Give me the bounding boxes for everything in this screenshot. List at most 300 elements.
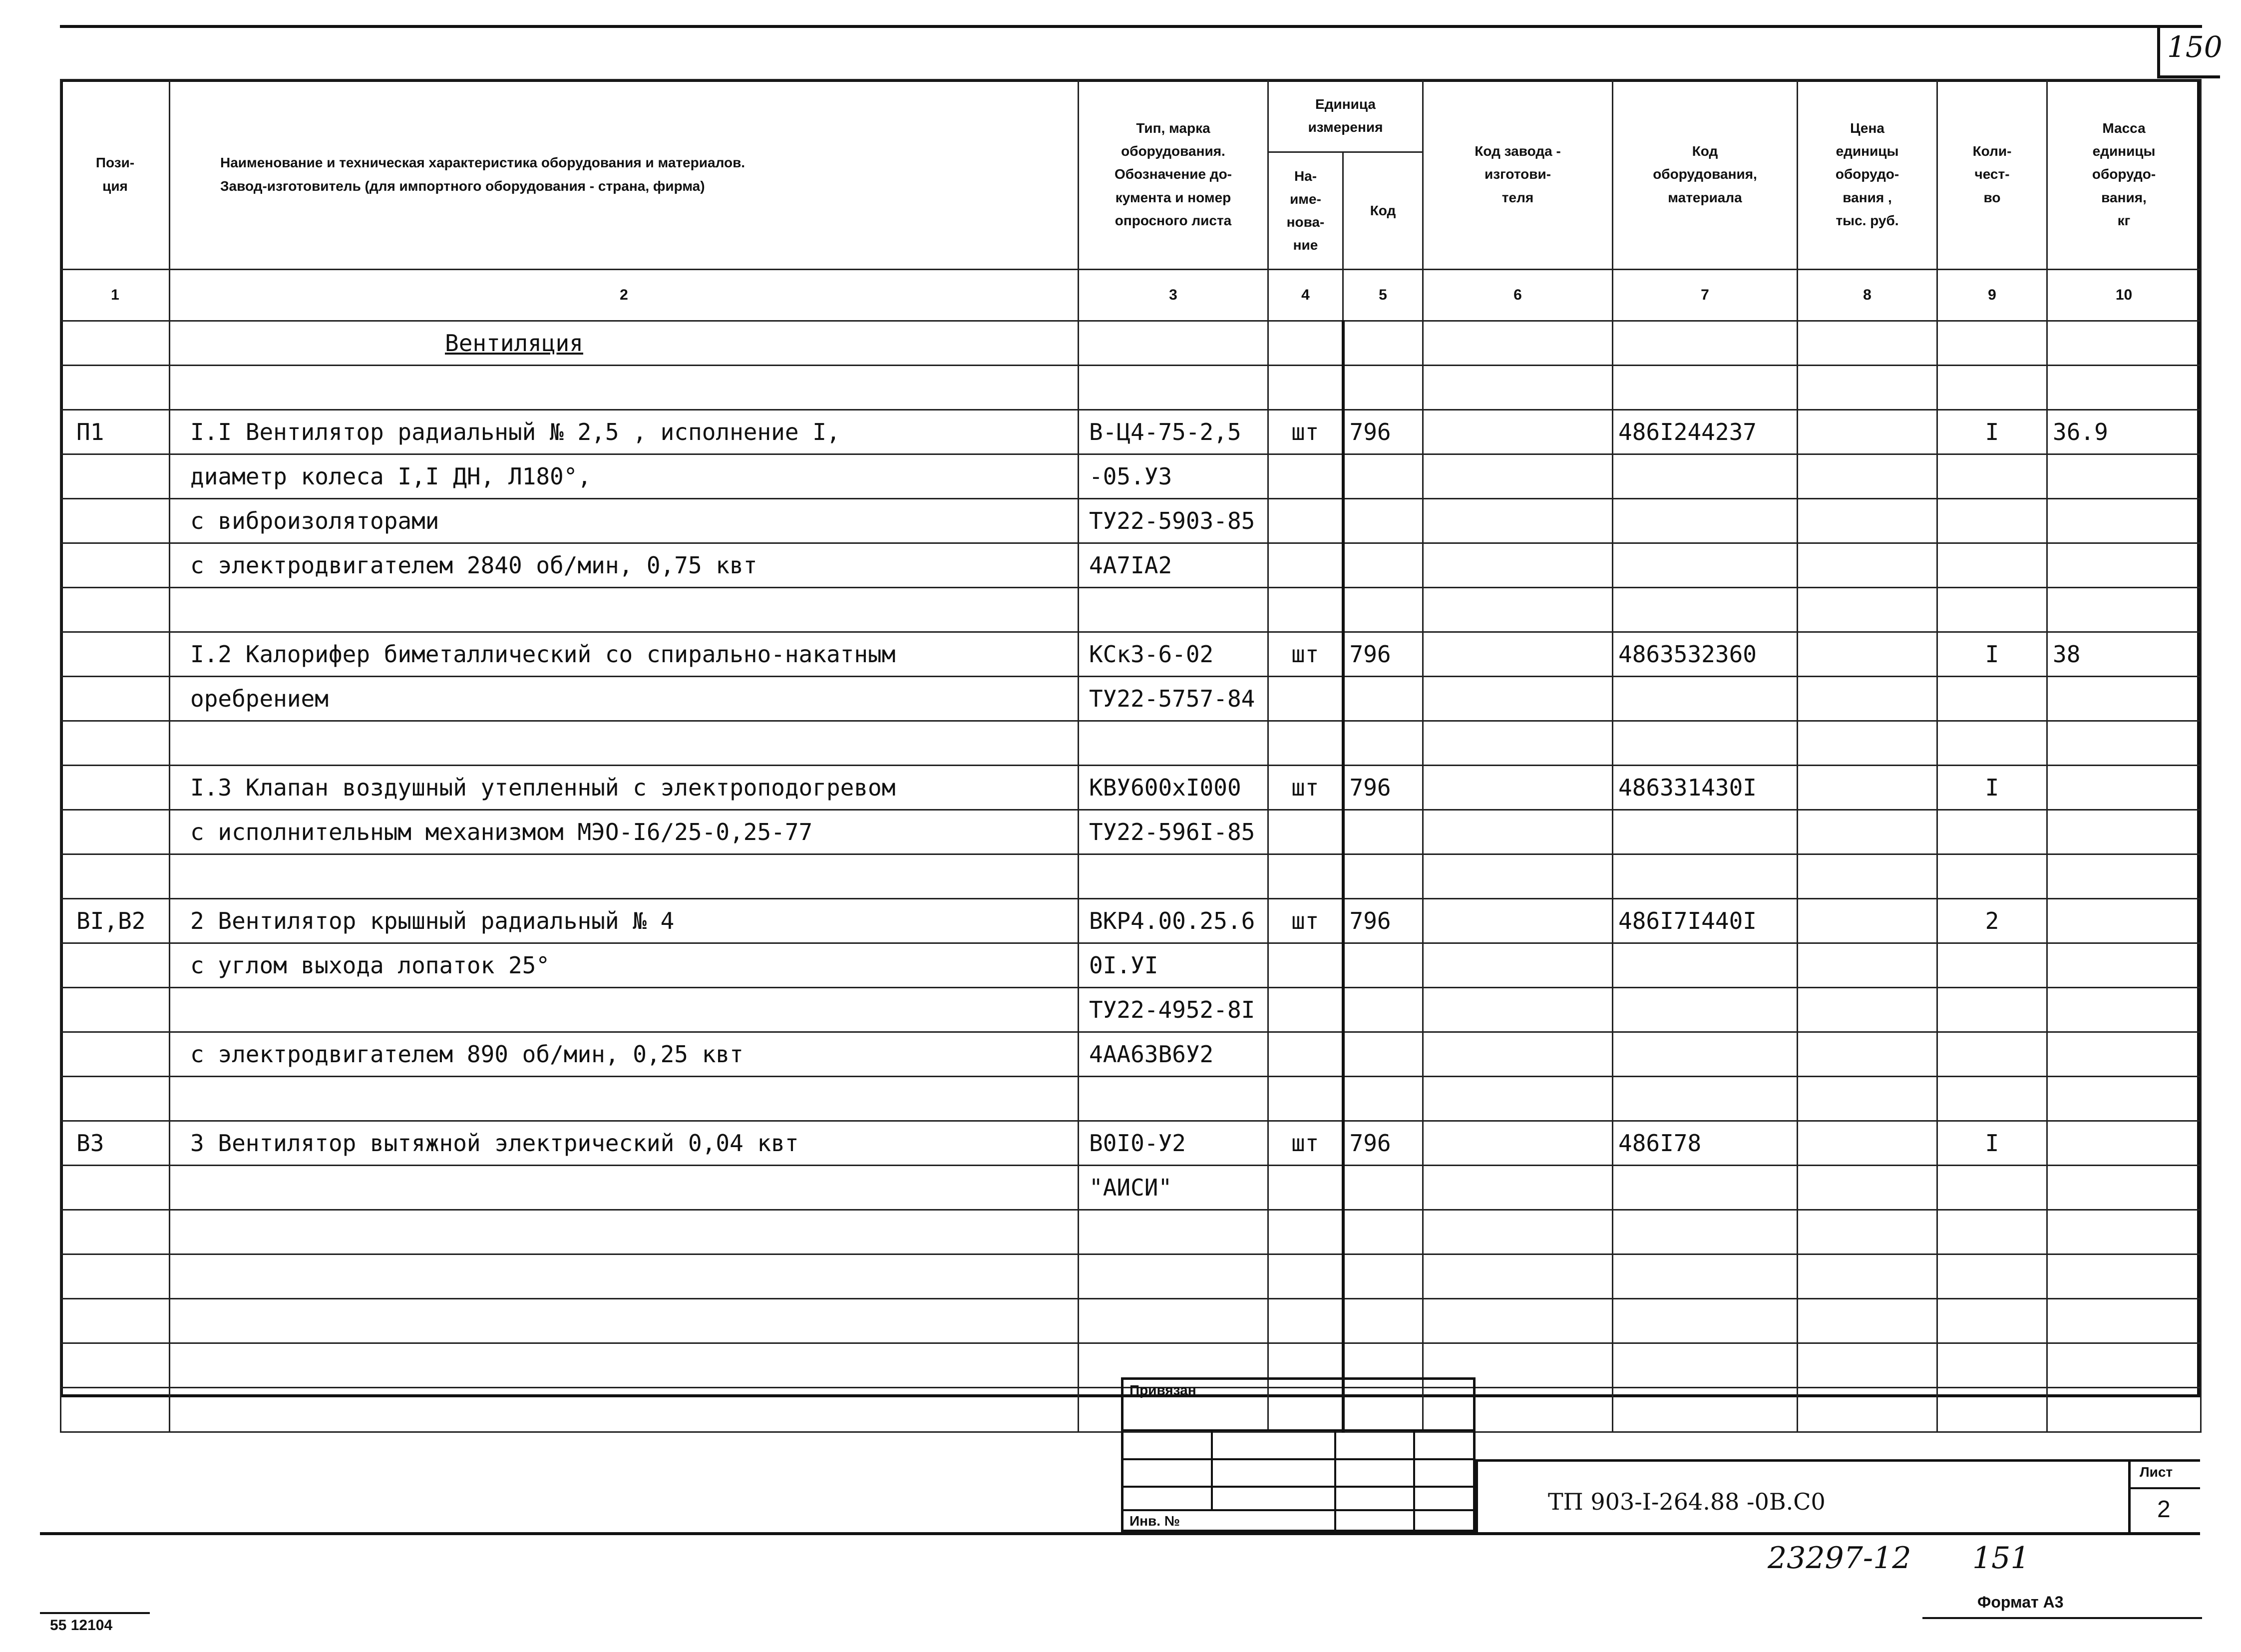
cell-name: I.I Вентилятор радиальный № 2,5 , исполнение I, bbox=[170, 410, 1079, 454]
cell-unit bbox=[1268, 1254, 1343, 1299]
cell-type: В0I0-У2 bbox=[1079, 1121, 1268, 1166]
cell-mass bbox=[2047, 1210, 2201, 1254]
cell-type: 0I.УI bbox=[1079, 943, 1268, 988]
cell-equip: 486I7I440I bbox=[1613, 899, 1798, 943]
cell-code bbox=[1343, 677, 1423, 721]
cell-price bbox=[1798, 766, 1937, 810]
table-row bbox=[61, 410, 2201, 454]
cell-unit: шт bbox=[1268, 632, 1343, 677]
cell-pos bbox=[61, 366, 170, 410]
cell-code bbox=[1343, 366, 1423, 410]
cell-qty: I bbox=[1937, 1121, 2047, 1166]
table-row bbox=[61, 1121, 2201, 1166]
cell-equip bbox=[1613, 810, 1798, 854]
cell-qty bbox=[1937, 1343, 2047, 1388]
cell-price bbox=[1798, 721, 1937, 766]
cell-factory bbox=[1423, 943, 1613, 988]
cell-unit bbox=[1268, 810, 1343, 854]
header-quantity: Коли- чест- во bbox=[1937, 80, 2047, 270]
column-number: 4 bbox=[1268, 270, 1343, 321]
specification-table bbox=[60, 79, 2202, 1433]
cell-unit bbox=[1268, 1032, 1343, 1077]
header-unit-name: На- име- нова- ние bbox=[1268, 152, 1343, 270]
cell-pos: BI,B2 bbox=[61, 899, 170, 943]
cell-mass bbox=[2047, 677, 2201, 721]
cell-type: -05.У3 bbox=[1079, 454, 1268, 499]
table-row bbox=[61, 943, 2201, 988]
cell-name: с электродвигателем 2840 об/мин, 0,75 квт bbox=[170, 543, 1079, 588]
cell-type bbox=[1079, 1254, 1268, 1299]
cell-pos bbox=[61, 1077, 170, 1121]
table-row bbox=[61, 1077, 2201, 1121]
stamp-line bbox=[1413, 1429, 1415, 1532]
table-row bbox=[61, 366, 2201, 410]
column-number-row bbox=[61, 270, 2201, 321]
column-number: 5 bbox=[1343, 270, 1423, 321]
cell-factory bbox=[1423, 899, 1613, 943]
cell-name bbox=[170, 721, 1079, 766]
cell-price bbox=[1798, 899, 1937, 943]
cell-price bbox=[1798, 454, 1937, 499]
cell-code: 796 bbox=[1343, 766, 1423, 810]
cell-code: 796 bbox=[1343, 410, 1423, 454]
cell-qty bbox=[1937, 854, 2047, 899]
cell-name: с электродвигателем 890 об/мин, 0,25 квт bbox=[170, 1032, 1079, 1077]
cell-pos: П1 bbox=[61, 410, 170, 454]
cell-qty bbox=[1937, 1210, 2047, 1254]
cell-qty bbox=[1937, 721, 2047, 766]
cell-factory bbox=[1423, 1077, 1613, 1121]
table-row bbox=[61, 499, 2201, 543]
cell-mass bbox=[2047, 499, 2201, 543]
cell-price bbox=[1798, 943, 1937, 988]
cell-mass bbox=[2047, 1121, 2201, 1166]
cell-name bbox=[170, 1166, 1079, 1210]
table-row bbox=[61, 854, 2201, 899]
table-row bbox=[61, 721, 2201, 766]
table-row bbox=[61, 1299, 2201, 1343]
cell-pos bbox=[61, 810, 170, 854]
cell-equip bbox=[1613, 1299, 1798, 1343]
cell-mass bbox=[2047, 854, 2201, 899]
cell-unit bbox=[1268, 1166, 1343, 1210]
cell-code bbox=[1343, 1077, 1423, 1121]
cell-qty bbox=[1937, 366, 2047, 410]
cell-type bbox=[1079, 854, 1268, 899]
cell-pos bbox=[61, 943, 170, 988]
cell-unit bbox=[1268, 1210, 1343, 1254]
cell-equip bbox=[1613, 1077, 1798, 1121]
format-label: Формат А3 bbox=[1977, 1593, 2064, 1611]
cell-equip bbox=[1613, 366, 1798, 410]
section-title: Вентиляция bbox=[170, 321, 1079, 366]
cell-mass bbox=[2047, 766, 2201, 810]
cell-mass bbox=[2047, 1254, 2201, 1299]
cell-name: I.3 Клапан воздушный утепленный с электроподогревом bbox=[170, 766, 1079, 810]
cell-price bbox=[1798, 543, 1937, 588]
column-number: 2 bbox=[170, 270, 1079, 321]
cell-mass bbox=[2047, 943, 2201, 988]
cell-unit bbox=[1268, 988, 1343, 1032]
title-block-line bbox=[2128, 1487, 2200, 1489]
table-row bbox=[61, 632, 2201, 677]
cell-pos bbox=[61, 543, 170, 588]
cell-mass bbox=[2047, 1166, 2201, 1210]
cell-equip bbox=[1613, 1166, 1798, 1210]
cell-mass bbox=[2047, 1077, 2201, 1121]
header-unit-group: Единица измерения bbox=[1268, 80, 1423, 152]
cell-code bbox=[1343, 943, 1423, 988]
header-factory-code: Код завода - изготови- теля bbox=[1423, 80, 1613, 270]
table-row bbox=[61, 766, 2201, 810]
cell-name bbox=[170, 1077, 1079, 1121]
cell-type: 4А7IА2 bbox=[1079, 543, 1268, 588]
cell-equip bbox=[1613, 543, 1798, 588]
cell-mass bbox=[2047, 366, 2201, 410]
cell-price bbox=[1798, 810, 1937, 854]
cell-pos bbox=[61, 1388, 170, 1432]
cell-pos bbox=[61, 1166, 170, 1210]
cell-factory bbox=[1423, 988, 1613, 1032]
cell-name: 2 Вентилятор крышный радиальный № 4 bbox=[170, 899, 1079, 943]
cell-pos bbox=[61, 721, 170, 766]
header-unit-code: Код bbox=[1343, 152, 1423, 270]
table-row bbox=[61, 454, 2201, 499]
cell-factory bbox=[1423, 677, 1613, 721]
table-row bbox=[61, 1032, 2201, 1077]
cell-type: КВУ600хI000 bbox=[1079, 766, 1268, 810]
cell-pos: B3 bbox=[61, 1121, 170, 1166]
cell-price bbox=[1798, 499, 1937, 543]
cell-factory bbox=[1423, 1032, 1613, 1077]
cell-factory bbox=[1423, 499, 1613, 543]
table-row bbox=[61, 988, 2201, 1032]
cell-factory bbox=[1423, 766, 1613, 810]
cell-name bbox=[170, 588, 1079, 632]
cell-factory bbox=[1423, 1210, 1613, 1254]
attached-label: Привязан bbox=[1129, 1382, 1196, 1398]
cell-qty bbox=[1937, 677, 2047, 721]
cell-unit: шт bbox=[1268, 1121, 1343, 1166]
cell-unit bbox=[1268, 854, 1343, 899]
cell-equip bbox=[1613, 988, 1798, 1032]
cell-qty bbox=[1937, 1032, 2047, 1077]
cell-code bbox=[1343, 1299, 1423, 1343]
cell-code: 796 bbox=[1343, 1121, 1423, 1166]
cell-equip bbox=[1613, 499, 1798, 543]
cell-name bbox=[170, 1210, 1079, 1254]
cell-price bbox=[1798, 1032, 1937, 1077]
cell-pos bbox=[61, 766, 170, 810]
print-code-rule bbox=[40, 1612, 150, 1614]
cell-unit bbox=[1268, 499, 1343, 543]
cell-price bbox=[1798, 1166, 1937, 1210]
format-rule bbox=[1922, 1617, 2202, 1619]
cell-unit bbox=[1268, 943, 1343, 988]
table-row bbox=[61, 543, 2201, 588]
cell-equip bbox=[1613, 1388, 1798, 1432]
cell-qty bbox=[1937, 810, 2047, 854]
sheet-label: Лист bbox=[2140, 1464, 2173, 1480]
cell-code bbox=[1343, 1032, 1423, 1077]
cell-name: с виброизоляторами bbox=[170, 499, 1079, 543]
sheet-corner-number: 150 bbox=[2167, 30, 2223, 64]
cell-code: 796 bbox=[1343, 899, 1423, 943]
cell-qty: I bbox=[1937, 632, 2047, 677]
cell-equip bbox=[1613, 1254, 1798, 1299]
column-number: 1 bbox=[61, 270, 170, 321]
cell-qty bbox=[1937, 1077, 2047, 1121]
cell-type bbox=[1079, 721, 1268, 766]
cell-type: В-Ц4-75-2,5 bbox=[1079, 410, 1268, 454]
cell-qty bbox=[1937, 943, 2047, 988]
cell-code bbox=[1343, 721, 1423, 766]
cell-code: 796 bbox=[1343, 632, 1423, 677]
cell-equip bbox=[1613, 1343, 1798, 1388]
column-number: 10 bbox=[2047, 270, 2201, 321]
cell-qty: I bbox=[1937, 766, 2047, 810]
cell-unit bbox=[1268, 366, 1343, 410]
cell-price bbox=[1798, 1343, 1937, 1388]
cell-name bbox=[170, 1343, 1079, 1388]
cell-factory bbox=[1423, 1299, 1613, 1343]
cell-factory bbox=[1423, 721, 1613, 766]
top-rule bbox=[60, 25, 2202, 28]
column-number: 6 bbox=[1423, 270, 1613, 321]
cell-pos bbox=[61, 1343, 170, 1388]
cell-price bbox=[1798, 366, 1937, 410]
cell-type: 4АА63В6У2 bbox=[1079, 1032, 1268, 1077]
cell-factory bbox=[1423, 1254, 1613, 1299]
cell-qty: I bbox=[1937, 410, 2047, 454]
cell-qty bbox=[1937, 1388, 2047, 1432]
cell-unit bbox=[1268, 721, 1343, 766]
cell-type bbox=[1079, 366, 1268, 410]
cell-unit bbox=[1268, 588, 1343, 632]
cell-equip bbox=[1613, 588, 1798, 632]
column-number: 7 bbox=[1613, 270, 1798, 321]
title-block-line bbox=[1476, 1459, 2200, 1462]
cell-qty bbox=[1937, 988, 2047, 1032]
section-title-row bbox=[61, 321, 2201, 366]
handwritten-page: 151 bbox=[1972, 1541, 2030, 1576]
cell-pos bbox=[61, 854, 170, 899]
cell-equip bbox=[1613, 1032, 1798, 1077]
title-block-line bbox=[2128, 1459, 2131, 1532]
cell-mass bbox=[2047, 588, 2201, 632]
cell-type: ТУ22-4952-8I bbox=[1079, 988, 1268, 1032]
cell-type: "АИСИ" bbox=[1079, 1166, 1268, 1210]
cell-name: с углом выхода лопаток 25° bbox=[170, 943, 1079, 988]
cell-name: оребрением bbox=[170, 677, 1079, 721]
cell-pos bbox=[61, 1254, 170, 1299]
cell-type: ТУ22-596I-85 bbox=[1079, 810, 1268, 854]
cell-type bbox=[1079, 588, 1268, 632]
cell-factory bbox=[1423, 854, 1613, 899]
cell-price bbox=[1798, 1388, 1937, 1432]
cell-type: ТУ22-5903-85 bbox=[1079, 499, 1268, 543]
column-number: 3 bbox=[1079, 270, 1268, 321]
cell-equip bbox=[1613, 677, 1798, 721]
cell-unit bbox=[1268, 543, 1343, 588]
cell-price bbox=[1798, 1299, 1937, 1343]
cell-type bbox=[1079, 1077, 1268, 1121]
cell-name: диаметр колеса I,I ДН, Л180°, bbox=[170, 454, 1079, 499]
cell-code bbox=[1343, 454, 1423, 499]
cell-code bbox=[1343, 810, 1423, 854]
cell-unit bbox=[1268, 1299, 1343, 1343]
header-equipment-code: Код оборудования, материала bbox=[1613, 80, 1798, 270]
cell-code bbox=[1343, 588, 1423, 632]
cell-mass: 38 bbox=[2047, 632, 2201, 677]
cell-unit bbox=[1268, 677, 1343, 721]
cell-mass bbox=[2047, 899, 2201, 943]
cell-code bbox=[1343, 1254, 1423, 1299]
cell-mass bbox=[2047, 810, 2201, 854]
cell-type bbox=[1079, 1210, 1268, 1254]
header-price: Цена единицы оборудо- вания , тыс. руб. bbox=[1798, 80, 1937, 270]
table-row bbox=[61, 1254, 2201, 1299]
table-row bbox=[61, 899, 2201, 943]
cell-mass bbox=[2047, 1388, 2201, 1432]
cell-type: ТУ22-5757-84 bbox=[1079, 677, 1268, 721]
cell-price bbox=[1798, 988, 1937, 1032]
table-row bbox=[61, 810, 2201, 854]
cell-price bbox=[1798, 1210, 1937, 1254]
cell-qty bbox=[1937, 1254, 2047, 1299]
cell-code bbox=[1343, 543, 1423, 588]
cell-mass bbox=[2047, 543, 2201, 588]
cell-factory bbox=[1423, 366, 1613, 410]
cell-pos bbox=[61, 1299, 170, 1343]
stamp-line bbox=[1121, 1429, 1476, 1431]
cell-pos bbox=[61, 632, 170, 677]
cell-price bbox=[1798, 1254, 1937, 1299]
cell-factory bbox=[1423, 810, 1613, 854]
sheet-number: 2 bbox=[2157, 1496, 2171, 1523]
cell-equip bbox=[1613, 854, 1798, 899]
cell-price bbox=[1798, 1121, 1937, 1166]
cell-name: 3 Вентилятор вытяжной электрический 0,04 квт bbox=[170, 1121, 1079, 1166]
cell-type bbox=[1079, 1299, 1268, 1343]
cell-code bbox=[1343, 988, 1423, 1032]
cell-name bbox=[170, 988, 1079, 1032]
cell-unit: шт bbox=[1268, 899, 1343, 943]
cell-pos bbox=[61, 588, 170, 632]
header-type: Тип, марка оборудования. Обозначение до- кумента и номер опросного листа bbox=[1079, 80, 1268, 270]
cell-price bbox=[1798, 588, 1937, 632]
cell-pos bbox=[61, 454, 170, 499]
cell-price bbox=[1798, 854, 1937, 899]
cell-pos bbox=[61, 677, 170, 721]
cell-factory bbox=[1423, 1121, 1613, 1166]
header-position: Пози- ция bbox=[61, 80, 170, 270]
table-row bbox=[61, 1210, 2201, 1254]
cell-qty bbox=[1937, 1299, 2047, 1343]
column-number: 8 bbox=[1798, 270, 1937, 321]
inventory-label: Инв. № bbox=[1129, 1513, 1180, 1529]
handwritten-number: 23297-12 bbox=[1768, 1541, 1911, 1576]
cell-qty bbox=[1937, 454, 2047, 499]
cell-factory bbox=[1423, 1166, 1613, 1210]
cell-qty bbox=[1937, 543, 2047, 588]
column-number: 9 bbox=[1937, 270, 2047, 321]
cell-factory bbox=[1423, 410, 1613, 454]
cell-mass bbox=[2047, 721, 2201, 766]
bottom-rule bbox=[40, 1532, 2200, 1535]
cell-type: ВКР4.00.25.6 bbox=[1079, 899, 1268, 943]
stamp-line bbox=[1334, 1429, 1336, 1532]
header-mass: Масса единицы оборудо- вания, кг bbox=[2047, 80, 2201, 270]
cell-mass bbox=[2047, 1032, 2201, 1077]
stamp-line bbox=[1121, 1509, 1476, 1511]
cell-name bbox=[170, 854, 1079, 899]
cell-pos bbox=[61, 988, 170, 1032]
cell-equip: 486331430I bbox=[1613, 766, 1798, 810]
cell-unit: шт bbox=[1268, 766, 1343, 810]
stamp-line bbox=[1121, 1486, 1476, 1488]
cell-equip: 4863532360 bbox=[1613, 632, 1798, 677]
cell-factory bbox=[1423, 588, 1613, 632]
cell-unit bbox=[1268, 1077, 1343, 1121]
cell-name bbox=[170, 1388, 1079, 1432]
stamp-line bbox=[1211, 1429, 1213, 1509]
cell-equip: 486I244237 bbox=[1613, 410, 1798, 454]
cell-factory bbox=[1423, 454, 1613, 499]
cell-equip bbox=[1613, 454, 1798, 499]
title-block-line bbox=[1476, 1459, 1478, 1532]
cell-price bbox=[1798, 410, 1937, 454]
cell-name: с исполнительным механизмом МЭО-I6/25-0,25-77 bbox=[170, 810, 1079, 854]
cell-code bbox=[1343, 1210, 1423, 1254]
cell-price bbox=[1798, 632, 1937, 677]
cell-name bbox=[170, 1254, 1079, 1299]
cell-price bbox=[1798, 677, 1937, 721]
cell-name bbox=[170, 1299, 1079, 1343]
table-row bbox=[61, 1166, 2201, 1210]
table-row bbox=[61, 677, 2201, 721]
cell-mass bbox=[2047, 1343, 2201, 1388]
cell-name: I.2 Калорифер биметаллический со спирально-накатным bbox=[170, 632, 1079, 677]
stamp-line bbox=[1121, 1458, 1476, 1460]
cell-mass: 36.9 bbox=[2047, 410, 2201, 454]
cell-pos bbox=[61, 1210, 170, 1254]
table-row bbox=[61, 588, 2201, 632]
cell-mass bbox=[2047, 454, 2201, 499]
print-code: 55 12104 bbox=[50, 1617, 113, 1634]
cell-qty bbox=[1937, 588, 2047, 632]
cell-code bbox=[1343, 854, 1423, 899]
cell-qty bbox=[1937, 1166, 2047, 1210]
cell-code bbox=[1343, 1166, 1423, 1210]
cell-type: КСк3-6-02 bbox=[1079, 632, 1268, 677]
cell-factory bbox=[1423, 543, 1613, 588]
cell-code bbox=[1343, 499, 1423, 543]
document-code: ТП 903-I-264.88 -0В.С0 bbox=[1548, 1488, 1826, 1515]
cell-equip: 486I78 bbox=[1613, 1121, 1798, 1166]
cell-name bbox=[170, 366, 1079, 410]
cell-pos bbox=[61, 1032, 170, 1077]
cell-qty bbox=[1937, 499, 2047, 543]
cell-qty: 2 bbox=[1937, 899, 2047, 943]
cell-mass bbox=[2047, 1299, 2201, 1343]
cell-mass bbox=[2047, 988, 2201, 1032]
cell-pos bbox=[61, 499, 170, 543]
cell-equip bbox=[1613, 721, 1798, 766]
cell-factory bbox=[1423, 632, 1613, 677]
header-name: Наименование и техническая характеристика оборудования и материалов. Завод-изготовитель (для импортного оборудования - страна, фирма) bbox=[170, 80, 1079, 270]
cell-price bbox=[1798, 1077, 1937, 1121]
